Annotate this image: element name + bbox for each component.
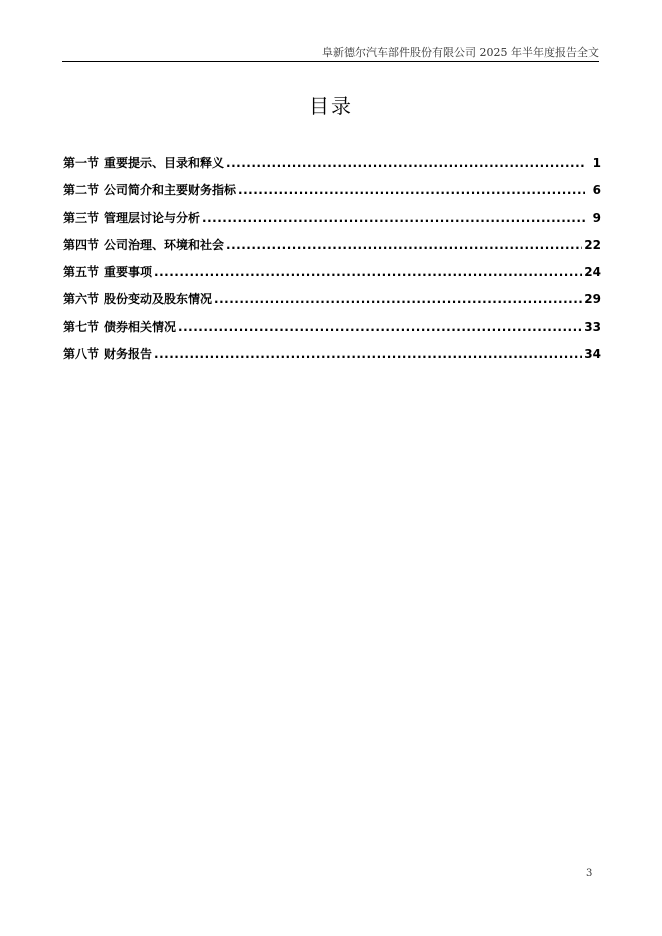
toc-page-number: 9: [592, 210, 601, 225]
toc-entry[interactable]: [63, 262, 601, 289]
toc-leader-dots: [178, 317, 582, 337]
toc-section-title: 重要提示、目录和释义: [104, 156, 225, 170]
toc-section-number: 第六节: [63, 292, 100, 307]
toc-page-number: 33: [584, 319, 601, 334]
toc-section-number: 第八节: [63, 347, 100, 362]
toc-section-title: 债券相关情况: [104, 319, 177, 334]
toc-section-title: 公司简介和主要财务指标: [104, 183, 237, 198]
toc-section-title: 管理层讨论与分析: [104, 210, 201, 225]
toc-page-number: 22: [584, 237, 601, 252]
toc-section-number: 第一节: [63, 156, 100, 170]
toc-entry[interactable]: [63, 235, 601, 262]
toc-section-number: 第三节: [63, 210, 100, 225]
toc-page-number: 34: [584, 347, 601, 362]
toc-page-number: 1: [592, 156, 601, 170]
toc-section-title: 公司治理、环境和社会: [104, 237, 225, 252]
toc-section-number: 第二节: [63, 183, 100, 198]
toc-leader-dots: [154, 344, 582, 364]
toc-page-number: 6: [592, 183, 601, 198]
toc-entry[interactable]: [63, 344, 601, 371]
toc-title: 目录: [309, 94, 353, 118]
toc-leader-dots: [214, 289, 582, 309]
toc-entry[interactable]: [63, 153, 601, 180]
toc-section-number: 第七节: [63, 319, 100, 334]
toc-leader-dots: [202, 208, 585, 228]
toc-leader-dots: [226, 153, 585, 173]
toc-page-number: 29: [584, 292, 601, 307]
toc-entry[interactable]: [63, 289, 601, 316]
toc-section-title: 股份变动及股东情况: [104, 292, 213, 307]
toc-entry[interactable]: [63, 317, 601, 344]
page-number: 3: [586, 868, 593, 879]
toc-section-number: 第五节: [63, 265, 100, 280]
page-header: [62, 47, 599, 62]
toc-leader-dots: [154, 262, 582, 282]
toc-section-title: 财务报告: [104, 347, 153, 362]
table-of-contents: [63, 153, 601, 371]
toc-leader-dots: [238, 180, 585, 200]
toc-section-number: 第四节: [63, 237, 100, 252]
toc-entry[interactable]: [63, 208, 601, 235]
header-title: 阜新德尔汽车部件股份有限公司 2025 年半年度报告全文: [322, 46, 599, 59]
toc-leader-dots: [226, 235, 582, 255]
toc-entry[interactable]: [63, 180, 601, 207]
toc-page-number: 24: [584, 265, 601, 280]
toc-section-title: 重要事项: [104, 265, 153, 280]
